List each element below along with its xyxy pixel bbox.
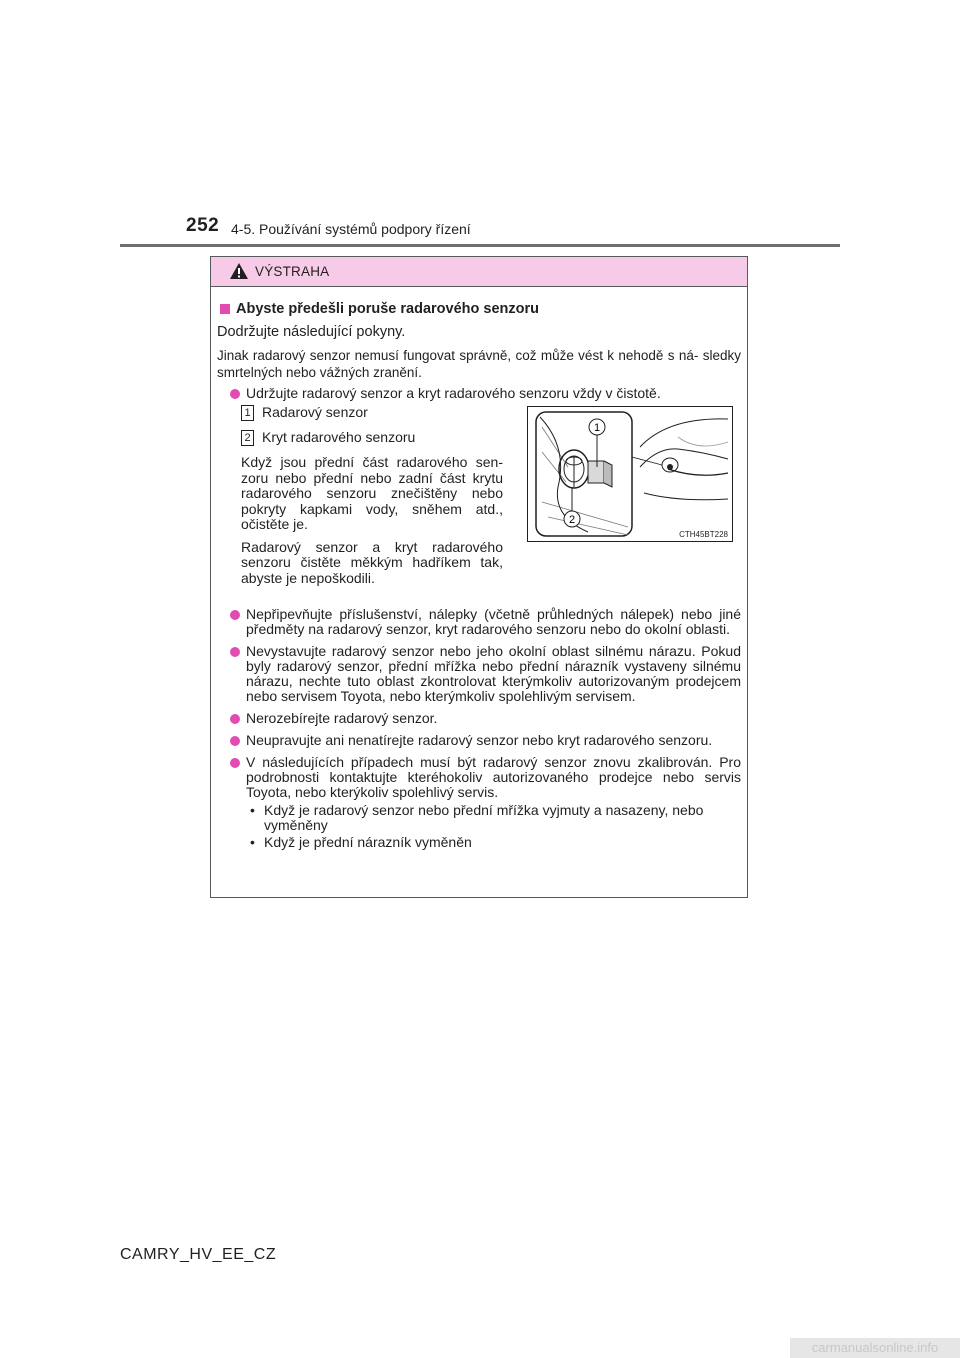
watermark: carmanualsonline.info (790, 1338, 960, 1358)
callout-paragraph: Když jsou přední část radarového sen- zoru nebo přední nebo zadní část krytu radarového senzoru znečištěny nebo pokryty kapkami vody, sněhem atd., očistěte je. (241, 454, 503, 532)
radar-sensor-figure (527, 406, 733, 542)
round-bullet-icon (230, 714, 240, 724)
round-bullet-icon (230, 389, 240, 399)
warning-box (210, 256, 748, 898)
round-bullet-icon (230, 758, 240, 768)
intro-text: Dodržujte následující pokyny. (217, 324, 406, 340)
bullet-text: Udržujte radarový senzor a kryt radarového senzoru vždy v čistotě. (246, 385, 661, 401)
sub-bullet-item (250, 803, 741, 833)
bullet-item (228, 644, 741, 704)
callout-number: 1 (241, 405, 254, 421)
page-number: 252 (186, 215, 220, 236)
section-title: 4-5. Používání systémů podpory řízení (231, 221, 471, 237)
bullet-item (228, 386, 741, 401)
radar-sensor-illustration (528, 407, 732, 541)
callout-text-block (241, 405, 503, 593)
callout-area (217, 405, 741, 601)
round-bullet-icon (230, 647, 240, 657)
header-divider (120, 244, 840, 247)
bullet-text: Nepřipevňujte příslušenství, nálepky (včetně průhledných nálepek) nebo jiné předměty na radarový senzor, kryt radarového senzoru nebo do okolní oblasti. (246, 606, 741, 637)
figure-callout-2: 2 (568, 514, 576, 526)
callout-item (241, 430, 503, 446)
bullet-text: Nerozebírejte radarový senzor. (246, 710, 438, 726)
bullet-item (228, 755, 741, 800)
warning-heading-row (217, 301, 741, 318)
callout-item (241, 405, 503, 421)
document-code: CAMRY_HV_EE_CZ (120, 1246, 277, 1263)
bullet-text: Neupravujte ani nenatírejte radarový senzor nebo kryt radarového senzoru. (246, 732, 713, 748)
round-bullet-icon (230, 736, 240, 746)
sub-bullet-text: Když je radarový senzor nebo přední mřížka vyjmuty a nasazeny, nebo vyměněny (264, 802, 704, 833)
bullet-text: V následujících případech musí být radarový senzor znovu zkalibrován. Pro podrobnosti kontaktujte kteréhokoliv autorizovaného prodejce nebo servis Toyota, nebo kterýkoliv spolehlivý servis. (246, 754, 741, 800)
callout-label: Kryt radarového senzoru (262, 429, 416, 445)
sub-bullet-marker: • (250, 834, 255, 850)
callout-label: Radarový senzor (262, 404, 368, 420)
callout-number: 2 (241, 430, 254, 446)
sub-bullet-list (246, 803, 741, 850)
square-bullet-icon (220, 304, 230, 314)
round-bullet-icon (230, 610, 240, 620)
bullet-item (228, 607, 741, 637)
consequence-text: Jinak radarový senzor nemusí fungovat správně, což může vést k nehodě s ná- sledky smrtelných nebo vážných zranění. (217, 348, 741, 380)
warning-header (211, 257, 747, 287)
sub-bullet-text: Když je přední nárazník vyměněn (264, 834, 472, 850)
figure-code: CTH45BT228 (679, 530, 728, 539)
bullet-item (228, 711, 741, 726)
warning-heading: Abyste předešli poruše radarového senzoru (236, 301, 539, 317)
bullet-item (228, 733, 741, 748)
bullet-text: Nevystavujte radarový senzor nebo jeho okolní oblast silnému nárazu. Pokud byly radarový senzor, přední mřížka nebo přední nárazník vystaveny silnému nárazu, nechte tuto oblast zkontrolovat kterýmkoliv autorizovaným prodejcem nebo servisem Toyota, nebo kterýmkoliv spolehlivým servisem. (246, 643, 741, 704)
sub-bullet-marker: • (250, 802, 255, 818)
warning-triangle-icon (229, 262, 249, 280)
callout-paragraph: Radarový senzor a kryt radarového senzoru čistěte měkkým hadříkem tak, abyste je nepoškodili. (241, 538, 503, 586)
figure-callout-1: 1 (593, 422, 601, 434)
sub-bullet-item (250, 835, 741, 850)
warning-title: VÝSTRAHA (255, 264, 330, 279)
warning-body (211, 287, 747, 850)
